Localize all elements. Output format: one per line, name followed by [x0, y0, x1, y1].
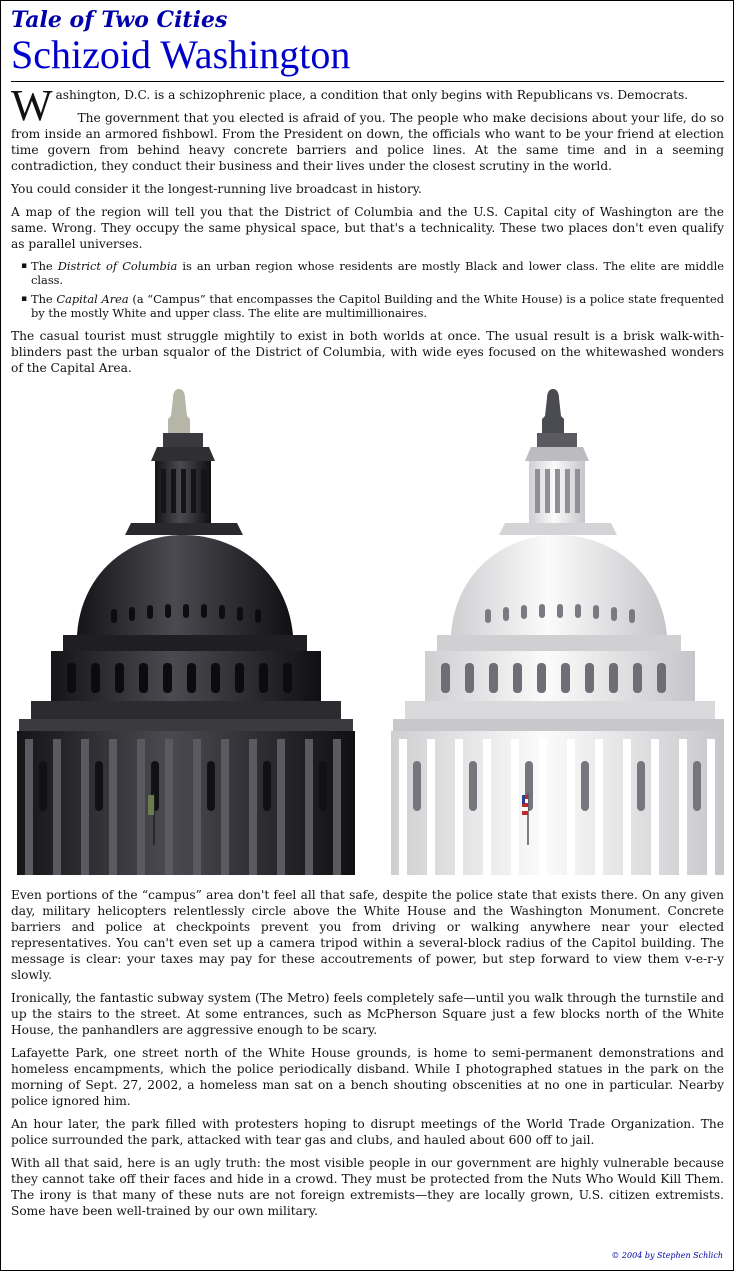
paragraph-campus: Even portions of the “campus” area don't feel all that safe, despite the police state that exists there. On any given day, military helicopters relentlessly circle above the White House and the Washington Monument. Concrete barriers and police at checkpoints prevent you from driving or walking anywhere near your elected representatives. You can't even set up a camera tripod within a several-block radius of the Capitol building. The message is clear: your taxes may pay for these accoutrements of power, but step forward to view them v-e-r-y slowly.	[11, 888, 724, 982]
paragraph-government: The government that you elected is afraid of you. The people who make decisions about your life, do so from inside an armored fishbowl. From the President on down, the officials who want to be your friend at election time govern from behind heavy concrete barriers and police lines. At the same time and in a seeming contradiction, they conduct their business and their lives under the closest scrutiny in the world.	[11, 111, 724, 173]
intro-paragraph	[11, 81, 724, 130]
paragraph-metro: Ironically, the fantastic subway system (The Metro) feels completely safe—until you walk through the turnstile and up the stairs to the street. At some entrances, such as McPherson Square just a few blocks north of the White House, the panhandlers are aggressive enough to be scary.	[11, 991, 724, 1037]
article	[11, 7, 724, 1226]
list-item: ▪ The District of Columbia is an urban region whose residents are mostly Black and lower class. The elite are middle class.	[21, 259, 724, 287]
list-item: ▪ The Capital Area (a “Campus” that encompasses the Capitol Building and the White House) is a police state frequented by the mostly White and upper class. The elite are multimillionaires.	[21, 292, 724, 320]
paragraph-tourist: The casual tourist must struggle mightily to exist in both worlds at once. The usual result is a brisk walk-with-blinders past the urban squalor of the District of Columbia, with wide eyes focused on the whitewashed wonders of the Capital Area.	[11, 329, 724, 375]
paragraph-lafayette: Lafayette Park, one street north of the White House grounds, is home to semi-permanent demonstrations and homeless encampments, which the police periodically disband. While I photographed statues in the park on the morning of Sept. 27, 2002, a homeless man sat on a bench shouting obscenities at no one in particular. Nearby police ignored him.	[11, 1046, 724, 1108]
article-kicker: Tale of Two Cities	[11, 7, 228, 33]
article-title: Schizoid Washington	[11, 32, 351, 77]
drop-cap: W	[11, 81, 53, 130]
white-capitol-dome	[391, 389, 724, 875]
capitol-domes-illustration	[11, 383, 724, 883]
paragraph-broadcast: You could consider it the longest-running live broadcast in history.	[11, 182, 422, 196]
paragraph-truth: With all that said, here is an ugly truth: the most visible people in our government are highly vulnerable because they cannot take off their faces and hide in a crowd. They must be protected from the Nuts Who Would Kill Them. The irony is that many of these nuts are not foreign extremists—they are locally grown, U.S. citizen extremists. Some have been well-trained by our own military.	[11, 1156, 724, 1218]
intro-text: ashington, D.C. is a schizophrenic place, a condition that only begins with Republicans vs. Democrats.	[55, 88, 689, 102]
dark-capitol-dome	[17, 389, 355, 875]
paragraph-map: A map of the region will tell you that the District of Columbia and the U.S. Capital city of Washington are the same. Wrong. They occupy the same physical space, but that's a technicality. These two places don't even qualify as parallel universes.	[11, 205, 724, 251]
paragraph-protest: An hour later, the park filled with protesters hoping to disrupt meetings of the World Trade Organization. The police surrounded the park, attacked with tear gas and clubs, and hauled about 600 off to jail.	[11, 1117, 724, 1147]
title-rule	[11, 81, 724, 82]
comparison-list	[11, 259, 724, 320]
copyright-credit: © 2004 by Stephen Schlich	[611, 1251, 723, 1260]
article-body	[11, 81, 725, 1219]
capitol-domes-figure	[11, 383, 724, 883]
